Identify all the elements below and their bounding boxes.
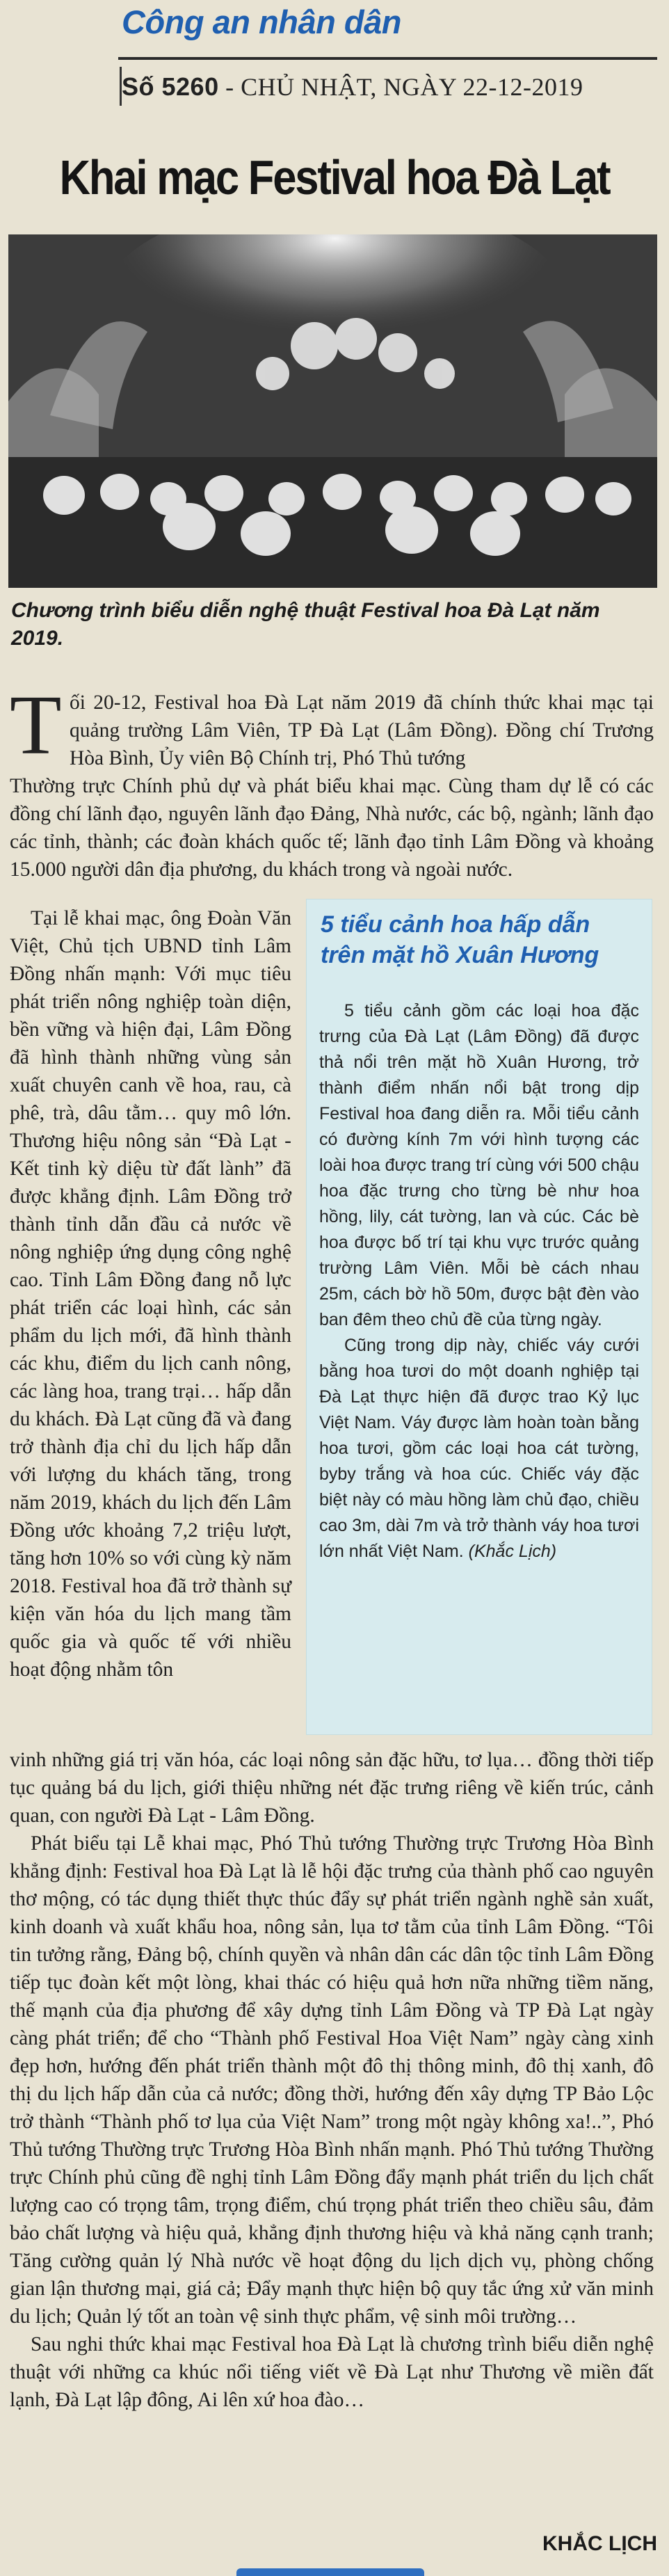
body-paragraph-3: Sau nghi thức khai mạc Festival hoa Đà Lạt là chương trình biểu diễn nghệ thuật với những ca khúc nổi tiếng viết về Đà Lạt như Thương về miền đất lạnh, Đà Lạt lập đông, Ai lên xứ hoa đào…	[10, 2333, 654, 2411]
sidebar-paragraph-2-text: Cũng trong dịp này, chiếc váy cưới bằng hoa tươi do một doanh nghiệp tại Đà Lạt thực hiện đã được trao Kỷ lục Việt Nam. Váy được làm hoàn toàn bằng hoa tươi, gồm các loại hoa cát tường, byby trắng và hoa cúc. Chiếc váy đặc biệt này có màu hồng làm chủ đạo, chiều cao 3m, dài 7m và trở thành váy hoa tươi lớn nhất Việt Nam.	[319, 1336, 639, 1561]
lead-text-continued: Thường trực Chính phủ dự và phát biểu khai mạc. Cùng tham dự lễ có các đồng chí lãnh đạo, nguyên lãnh đạo Đảng, Nhà nước, các bộ, ngành; lãnh đạo các tỉnh, thành; các đoàn khách quốc tế; lãnh đạo tỉnh Lâm Đồng và khoảng 15.000 người dân địa phương, du khách trong và ngoài nước.	[10, 775, 654, 881]
left-column-paragraph: Tại lễ khai mạc, ông Đoàn Văn Việt, Chủ tịch UBND tỉnh Lâm Đồng nhấn mạnh: Với mục tiêu phát triển nông nghiệp toàn diện, bền vững và hiện đại, Lâm Đồng đã hình thành những vùng sản xuất chuyên canh về hoa, rau, cà phê, trà, dâu tằm… quy mô lớn. Thương hiệu nông sản “Đà Lạt - Kết tinh kỳ diệu từ đất lành” đã được khẳng định. Lâm Đồng trở thành tỉnh dẫn đầu cả nước về nông nghiệp ứng dụng công nghệ cao. Tỉnh Lâm Đồng đang nỗ lực phát triển các loại hình, các sản phẩm du lịch mới, đã hình thành các khu, điểm du lịch canh nông, các làng hoa, trang trại… hấp dẫn du khách. Đà Lạt cũng đã và đang trở thành địa chỉ du lịch hấp dẫn với lượng du khách tăng, trong năm 2019, khách du lịch đến Lâm Đồng ước khoảng 7,2 triệu lượt, tăng hơn 10% so với cùng kỳ năm 2018. Festival hoa đã trở thành sự kiện văn hóa du lịch mang tầm quốc gia và quốc tế với nhiều hoạt động nhằm tôn	[10, 907, 291, 1681]
masthead	[0, 0, 669, 118]
body-paragraph-1: vinh những giá trị văn hóa, các loại nông sản đặc hữu, tơ lụa… đồng thời tiếp tục quảng bá du lịch, giới thiệu những nét đặc trưng riêng về kiến trúc, cảnh quan, con người Đà Lạt - Lâm Đồng.	[10, 1749, 654, 1827]
sidebar-paragraph-1: 5 tiểu cảnh gồm các loại hoa đặc trưng của Đà Lạt (Lâm Đồng) đã được thả nổi trên mặt hồ Xuân Hương, trở thành điểm nhấn nổi bật trong dịp Festival hoa đang diễn ra. Mỗi tiểu cảnh có đường kính 7m với hình tượng các loài hoa được trang trí cùng với 500 chậu hoa đặc trưng cho từng bè như hoa hồng, lily, cát tường, lan và cúc. Các bè hoa được bố trí tại khu vực trước quảng trường Lâm Viên. Mỗi bè cách nhau 25m, cách bờ hồ 50m, được bật đèn vào ban đêm theo chủ đề của từng ngày.	[319, 1001, 639, 1329]
drop-cap: T	[10, 678, 62, 772]
lead-paragraph-start	[70, 689, 654, 772]
author-byline: KHẮC LỊCH	[542, 2532, 657, 2555]
sidebar-credit: (Khắc Lịch)	[468, 1542, 557, 1561]
photo-caption: Chương trình biểu diễn nghệ thuật Festival hoa Đà Lạt năm 2019.	[11, 599, 600, 650]
paper-name: Công an nhân dân	[122, 3, 401, 40]
issue-number: Số 5260	[122, 72, 219, 101]
sidebar-title: 5 tiểu cảnh hoa hấp dẫn trên mặt hồ Xuân Hương	[321, 911, 599, 968]
sidebar-paragraph-2	[319, 1333, 639, 1565]
issue-date: - CHỦ NHẬT, NGÀY 22-12-2019	[218, 73, 583, 101]
festival-photo	[8, 234, 657, 588]
left-column	[10, 904, 291, 1683]
lead-paragraph-rest	[10, 772, 654, 883]
bottom-tab-bar	[236, 2568, 424, 2576]
masthead-rule	[118, 57, 657, 60]
issue-line	[122, 72, 583, 102]
body-paragraph-2: Phát biểu tại Lễ khai mạc, Phó Thủ tướng Thường trực Trương Hòa Bình khẳng định: Festival hoa Đà Lạt là lễ hội đặc trưng của thành phố cao nguyên thơ mộng, có tác dụng thiết thực thúc đẩy sự phát triển ngành nghề sản xuất, kinh doanh và xuất khẩu hoa, nông sản, lụa tơ tằm của tỉnh Lâm Đồng. “Tôi tin tưởng rằng, Đảng bộ, chính quyền và nhân dân các dân tộc tỉnh Lâm Đồng tiếp tục đoàn kết một lòng, khai thác có hiệu quả hơn nữa những tiềm năng, thế mạnh của địa phương để xây dựng tỉnh Lâm Đồng và TP Đà Lạt ngày càng phát triển; để cho “Thành phố Festival Hoa Việt Nam” ngày càng xinh đẹp hơn, hướng đến phát triển thành một đô thị thông minh, đô thị xanh, đô thị du lịch hấp dẫn của cả nước; đồng thời, hướng đến xây dựng TP Bảo Lộc trở thành “Thành phố tơ lụa của Việt Nam” trong một ngày không xa!..”, Phó Thủ tướng Thường trực Trương Hòa Bình nhấn mạnh. Phó Thủ tướng Thường trực Chính phủ cũng đề nghị tỉnh Lâm Đồng đẩy mạnh phát triển du lịch chất lượng cao có trọng tâm, trọng điểm, chú trọng phát triển theo chiều sâu, đảm bảo chất lượng và hiệu quả, khẳng định thương hiệu và khả năng cạnh tranh; Tăng cường quản lý Nhà nước về hoạt động du lịch dịch vụ, phòng chống gian lận thương mại, giá cả; Đẩy mạnh thực hiện bộ quy tắc ứng xử văn minh du lịch; Quản lý tốt an toàn vệ sinh thực phẩm, vệ sinh môi trường…	[10, 1832, 654, 2328]
sidebar-box	[306, 899, 652, 1735]
article-headline: Khai mạc Festival hoa Đà Lạt	[59, 150, 610, 205]
stage-performance-illustration	[8, 234, 657, 588]
lead-text: ối 20-12, Festival hoa Đà Lạt năm 2019 đã chính thức khai mạc tại quảng trường Lâm Viên, TP Đà Lạt (Lâm Đồng). Đồng chí Trương Hòa Bình, Ủy viên Bộ Chính trị, Phó Thủ tướng	[70, 691, 654, 769]
full-width-body	[10, 1746, 654, 2414]
sidebar-body	[319, 998, 639, 1565]
